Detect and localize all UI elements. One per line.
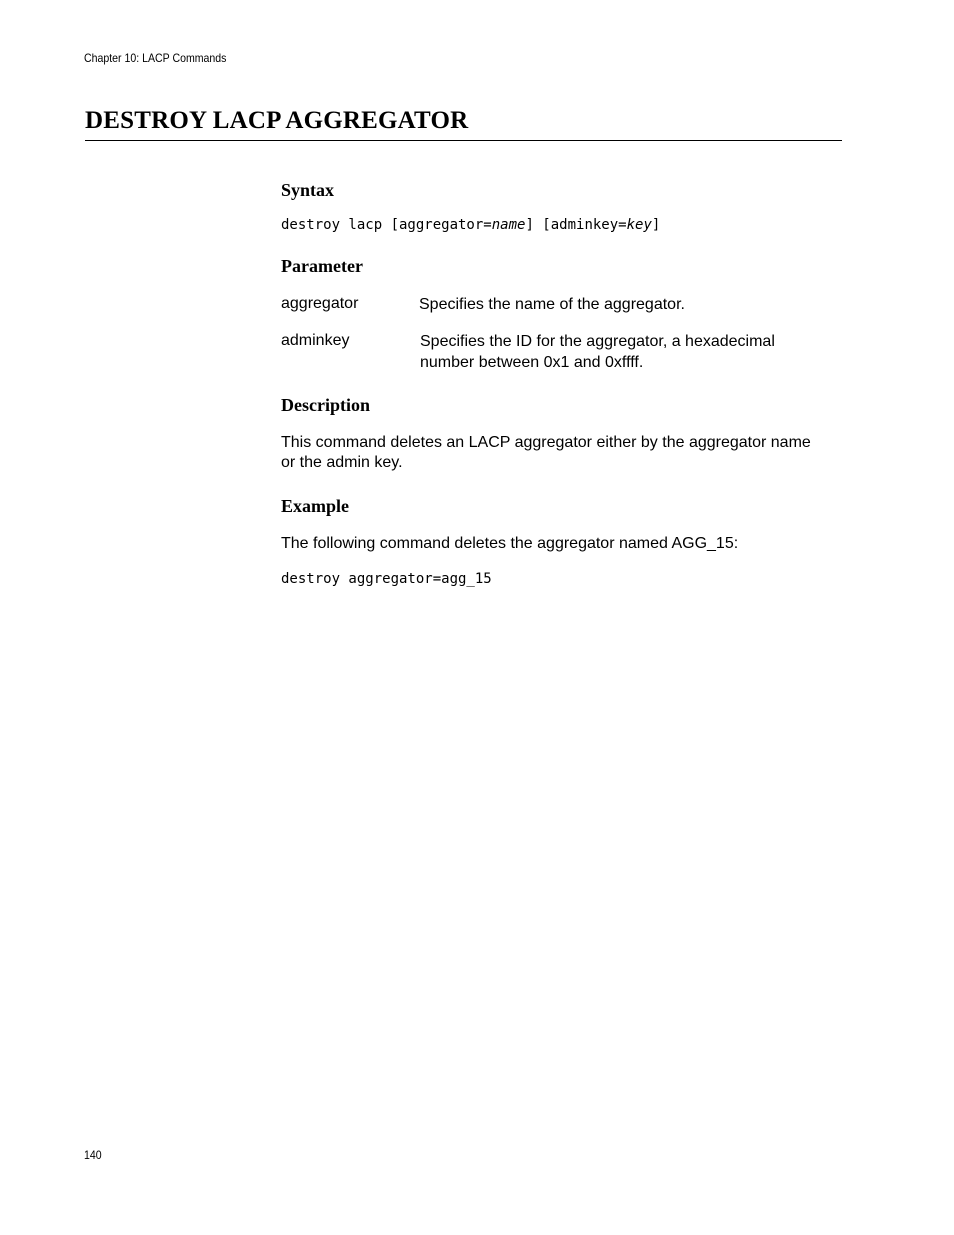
- syntax-code-suffix: ]: [651, 217, 661, 233]
- description-heading: Description: [281, 395, 370, 415]
- syntax-code-prefix: destroy lacp [aggregator=: [281, 217, 492, 233]
- param-desc-adminkey: Specifies the ID for the aggregator, a hexadecimal number between 0x1 and 0xffff.: [420, 333, 775, 371]
- running-header: Chapter 10: LACP Commands: [84, 51, 227, 65]
- syntax-code: [281, 217, 660, 233]
- example-code: destroy aggregator=agg_15: [281, 571, 492, 587]
- syntax-code-name-placeholder: name: [491, 217, 526, 233]
- param-desc-aggregator: Specifies the name of the aggregator.: [419, 296, 685, 313]
- title-rule: [85, 140, 842, 141]
- description-text: This command deletes an LACP aggregator either by the aggregator name or the admin key.: [281, 434, 811, 471]
- parameter-heading: Parameter: [281, 256, 363, 276]
- param-name-aggregator: aggregator: [281, 295, 359, 312]
- syntax-heading: Syntax: [281, 180, 335, 200]
- syntax-code-key-placeholder: key: [626, 217, 652, 233]
- param-name-adminkey: adminkey: [281, 332, 350, 349]
- example-heading: Example: [281, 496, 350, 516]
- syntax-code-middle: ] [adminkey=: [525, 217, 627, 233]
- page-title: DESTROY LACP AGGREGATOR: [85, 107, 469, 134]
- page-number: 140: [84, 1148, 102, 1162]
- example-text: The following command deletes the aggregator named AGG_15:: [281, 535, 739, 552]
